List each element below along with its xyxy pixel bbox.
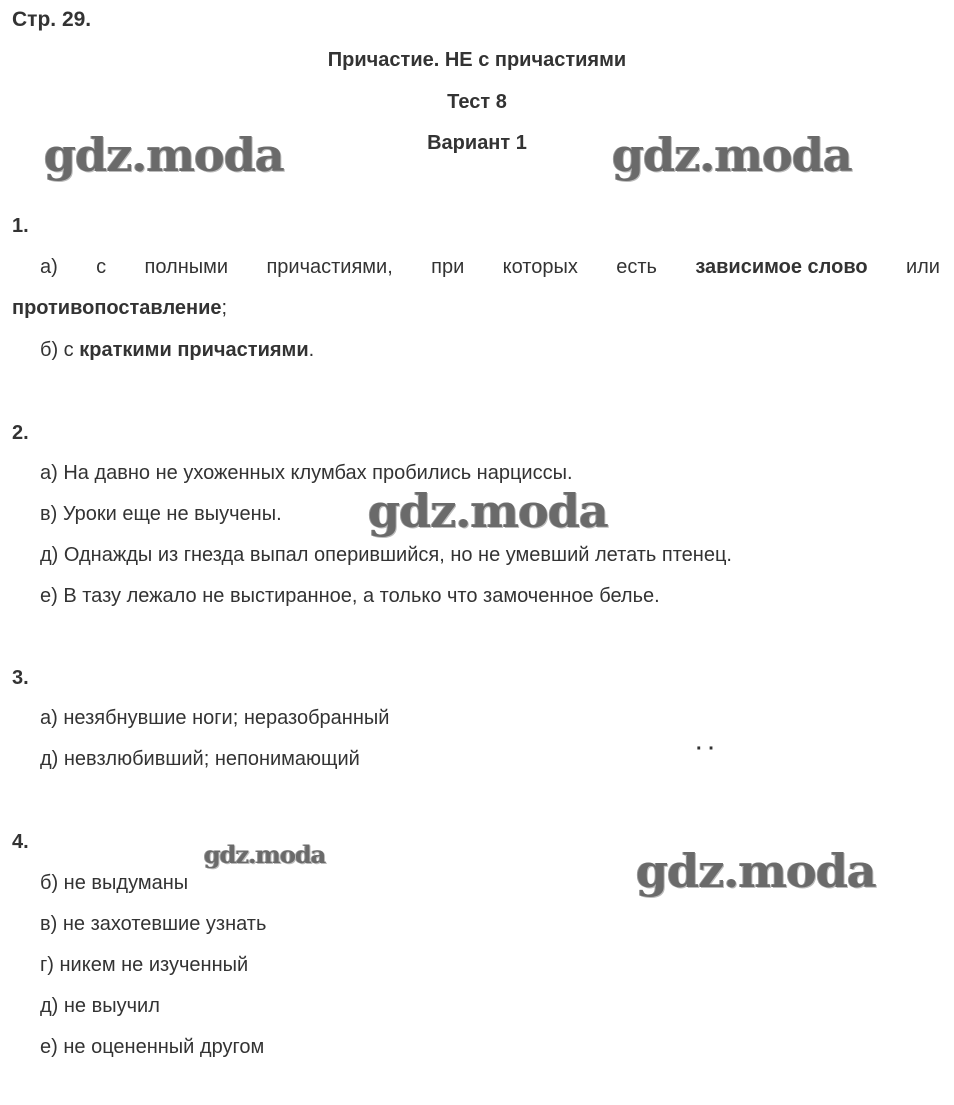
answer-line: в) Уроки еще не выучены. (40, 503, 282, 525)
stray-marks: · · (696, 738, 715, 760)
answer-line: е) не оцененный другом (40, 1036, 265, 1058)
answer-line (12, 297, 227, 320)
answer-line: в) не захотевшие узнать (40, 913, 267, 935)
question-number: 3. (12, 667, 29, 689)
answer-line (40, 339, 314, 362)
answer-line: д) невзлюбивший; непонимающий (40, 748, 360, 770)
answer-line (40, 256, 940, 279)
answer-line: д) не выучил (40, 995, 160, 1017)
answer-line: е) В тазу лежало не выстиранное, а только что замоченное белье. (40, 585, 660, 607)
answer-key-term: краткими причастиями (79, 339, 309, 361)
answer-line: а) незябнувшие ноги; неразобранный (40, 707, 390, 729)
answer-word: которых (502, 256, 578, 278)
answer-key-term: противопоставление (12, 297, 222, 319)
question-number: 4. (12, 831, 29, 853)
answer-word: с (96, 256, 107, 278)
topic-title: Причастие. НЕ с причастиями (327, 49, 627, 71)
answer-line: а) На давно не ухоженных клумбах пробились нарциссы. (40, 462, 573, 484)
test-title: Тест 8 (447, 91, 507, 113)
answer-word: при (431, 256, 465, 278)
answer-word: а) (40, 256, 58, 278)
watermark-logo: gdz.moda (204, 840, 326, 869)
watermark-logo: gdz.moda (612, 128, 852, 182)
answer-line: г) никем не изученный (40, 954, 249, 976)
question-number: 1. (12, 215, 29, 237)
answer-line: д) Однажды из гнезда выпал оперившийся, но не умевший летать птенец. (40, 544, 732, 566)
variant-title: Вариант 1 (427, 132, 527, 154)
watermark-logo: gdz.moda (368, 484, 608, 538)
answer-line: б) не выдуманы (40, 872, 189, 894)
answer-word: или (905, 256, 940, 278)
answer-word: причастиями, (266, 256, 393, 278)
answer-text: б) с (40, 339, 80, 361)
watermark-logo: gdz.moda (636, 844, 876, 898)
answer-key-term: зависимое слово (695, 256, 868, 278)
answer-text: ; (221, 297, 228, 319)
answer-word: есть (616, 256, 657, 278)
question-number: 2. (12, 422, 29, 444)
page-number: Стр. 29. (12, 8, 92, 31)
watermark-logo: gdz.moda (44, 128, 284, 182)
answer-word: полными (144, 256, 229, 278)
answer-text: . (308, 339, 315, 361)
